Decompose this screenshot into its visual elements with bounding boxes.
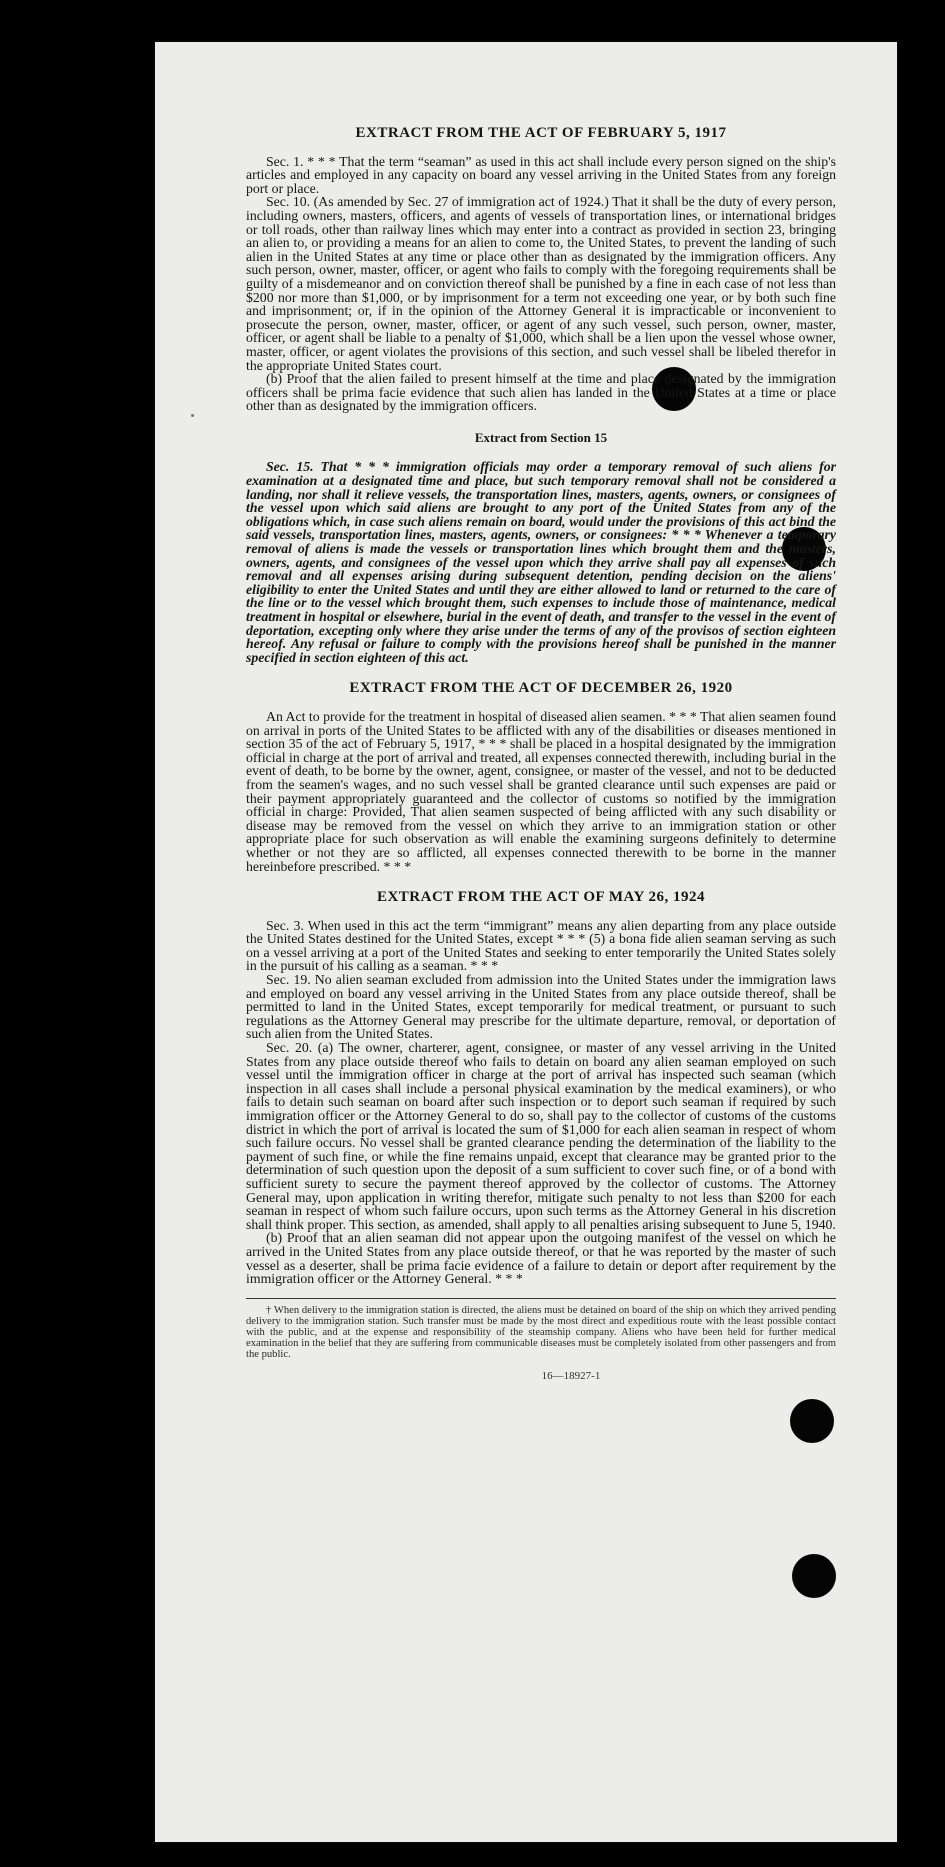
form-code: 16—18927-1 [541, 1369, 601, 1382]
heading-act-1920: EXTRACT FROM THE ACT OF DECEMBER 26, 1920 [349, 680, 733, 697]
paragraph-section-15: Sec. 15. That * * * immigration officials may order a temporary removal of such aliens for examination at a designated time and place, but such temporary removal shall not be considered a landing, nor shall it relieve vessels, the transportation lines, masters, agents, owners, or consignees of the vessel upon which said aliens are brought to any port of the United States from any of the obligations which, in case such aliens remain on board, would under the provisions of this act bind the said vessels, transportation lines, masters, agents, owners, or consignees: * * * Whenever a temporary removal of aliens is made the vessels or transportation lines which brought them and the masters, owners, agents, and consignees of the vessel upon which they arrive shall pay all expenses of such removal and all expenses arising during subsequent detention, pending decision on the aliens' eligibility to enter the United States and until they are either allowed to land or returned to the care of the line or to the vessel which brought them, such expenses to include those of maintenance, medical treatment in hospital or elsewhere, burial in the event of death, and transfer to the vessel in the event of deportation, excepting only where they arise under the terms of any of the provisos of section eighteen hereof. Any refusal or failure to comply with the provisions hereof shall be punished in the manner specified in section eighteen of this act. [246, 459, 836, 665]
document-page [155, 42, 897, 1842]
heading-act-1917: EXTRACT FROM THE ACT OF FEBRUARY 5, 1917 [355, 125, 727, 141]
paragraph: Sec. 19. No alien seaman excluded from admission into the United States under the immigration laws and employed on board any vessel arriving in the United States from any place outside thereof, shall be permitted to land in the United States, except temporarily for medical treatment, or pursuant to such regulations as the Attorney General may prescribe for the ultimate departure, removal, or deportation of such alien from the United States. [246, 972, 836, 1042]
paragraph: (b) Proof that an alien seaman did not appear upon the outgoing manifest of the vessel on which he arrived in the United States from any place outside thereof, or that he was reported by the master of such vessel as a deserter, shall be prima facie evidence of a failure to detain or deport after requirement by the immigration officer or the Attorney General. * * * [246, 1230, 836, 1287]
paragraph: Sec. 20. (a) The owner, charterer, agent, consignee, or master of any vessel arriving in the United States from any place outside thereof who fails to detain on board any alien seaman employed on such vessel until the immigration officer in charge at the port of arrival has inspected such seaman (which inspection in all cases shall include a personal physical examination by the medical examiners), or who fails to detain such seaman on board after such inspection or to deport such seaman if required by such immigration officer or the Attorney General to do so, shall pay to the collector of customs of the customs district in which the port of arrival is located the sum of $1,000 for each alien seaman in respect of whom such failure occurs. No vessel shall be granted clearance pending the determination of the liability to the payment of such fine, or while the fine remains unpaid, except that clearance may be granted prior to the determination of such question upon the deposit of a sum sufficient to cover such fine, or of a bond with sufficient surety to secure the payment thereof approved by the collector of customs. The Attorney General may, upon application in writing therefor, mitigate such penalty to not less than $200 for each seaman in respect of whom such failure occurs, upon such terms as the Attorney General in his discretion shall think proper. This section, as amended, shall apply to all penalties arising subsequent to June 5, 1940. [246, 1040, 836, 1232]
paragraph: (b) Proof that the alien failed to present himself at the time and place designated by the immigration officers shall be prima facie evidence that such alien has landed in the United States at a time or place other than as designated by the immigration officers. [246, 371, 836, 414]
document-body [246, 127, 836, 1383]
footnote: † When delivery to the immigration station is directed, the aliens must be detained on board of the ship on which they arrived pending delivery to the immigration station. Such transfer must be made by the most direct and expeditious route with the least possible contact with the public, and at the expense and responsibility of the steamship company. Aliens who have been held for further medical examination in the belief that they are suffering from communicable diseases must be completely isolated from other passengers and from the public. [246, 1304, 836, 1360]
heading-section-15: Extract from Section 15 [474, 429, 608, 445]
speck [191, 414, 194, 417]
heading-act-1924: EXTRACT FROM THE ACT OF MAY 26, 1924 [376, 889, 706, 906]
paragraph: Sec. 1. * * * That the term “seaman” as used in this act shall include every person signed on the ship's articles and employed in any capacity on board any vessel arriving in the United States from any foreign port or place. [246, 153, 836, 196]
footnote-divider [246, 1298, 836, 1299]
paragraph-act-1920: An Act to provide for the treatment in hospital of diseased alien seamen. * * * That alien seamen found on arrival in ports of the United States to be afflicted with any of the disabilities or diseases mentioned in section 35 of the act of February 5, 1917, * * * shall be placed in a hospital designated by the immigration official in charge at the port of arrival and treated, all expenses connected therewith, including burial in the event of death, to be borne by the owner, agent, consignee, or master of the vessel, and not to be deducted from the seamen's wages, and no such vessel shall be granted clearance until such expenses are paid or their payment appropriately guaranteed and the collector of customs so notified by the immigration official in charge: Provided, That alien seamen suspected of being afflicted with any such disability or disease may be removed from the vessel on which they arrive to an immigration station or other appropriate place for such observation as will enable the examining surgeons definitely to determine whether or not they are so afflicted, all expenses connected therewith to be borne in the manner hereinbefore prescribed. * * * [246, 708, 836, 874]
paragraph: Sec. 10. (As amended by Sec. 27 of immigration act of 1924.) That it shall be the duty of every person, including owners, masters, officers, and agents of vessels of transportation lines, or international bridges or toll roads, other than railway lines which may enter into a contract as provided in section 23, bringing an alien to, or providing a means for an alien to come to, the United States, to prevent the landing of such alien in the United States at any time or place other than as designated by the immigration officers. Any such person, owner, master, officer, or agent who fails to comply with the foregoing requirements shall be guilty of a misdemeanor and on conviction thereof shall be punished by a fine in each case of not less than $200 nor more than $1,000, or by imprisonment for a term not exceeding one year, or by both such fine and imprisonment; or, if in the opinion of the Attorney General it is impracticable or inconvenient to prosecute the person, owner, master, officer, or agent of any such vessel, such person, owner, master, officer, or agent shall be liable to a penalty of $1,000, which shall be a lien upon the vessel whose owner, master, officer, or agent violates the provisions of this section, and such vessel shall be libeled therefor in the appropriate United States court. [246, 194, 836, 373]
punch-hole [790, 1399, 834, 1443]
punch-hole [792, 1554, 836, 1598]
paragraph: Sec. 3. When used in this act the term “immigrant” means any alien departing from any place outside the United States destined for the United States, except * * * (5) a bona fide alien seaman serving as such on a vessel arriving at a port of the United States and seeking to enter temporarily the United States solely in the pursuit of his calling as a seaman. * * * [246, 917, 836, 974]
